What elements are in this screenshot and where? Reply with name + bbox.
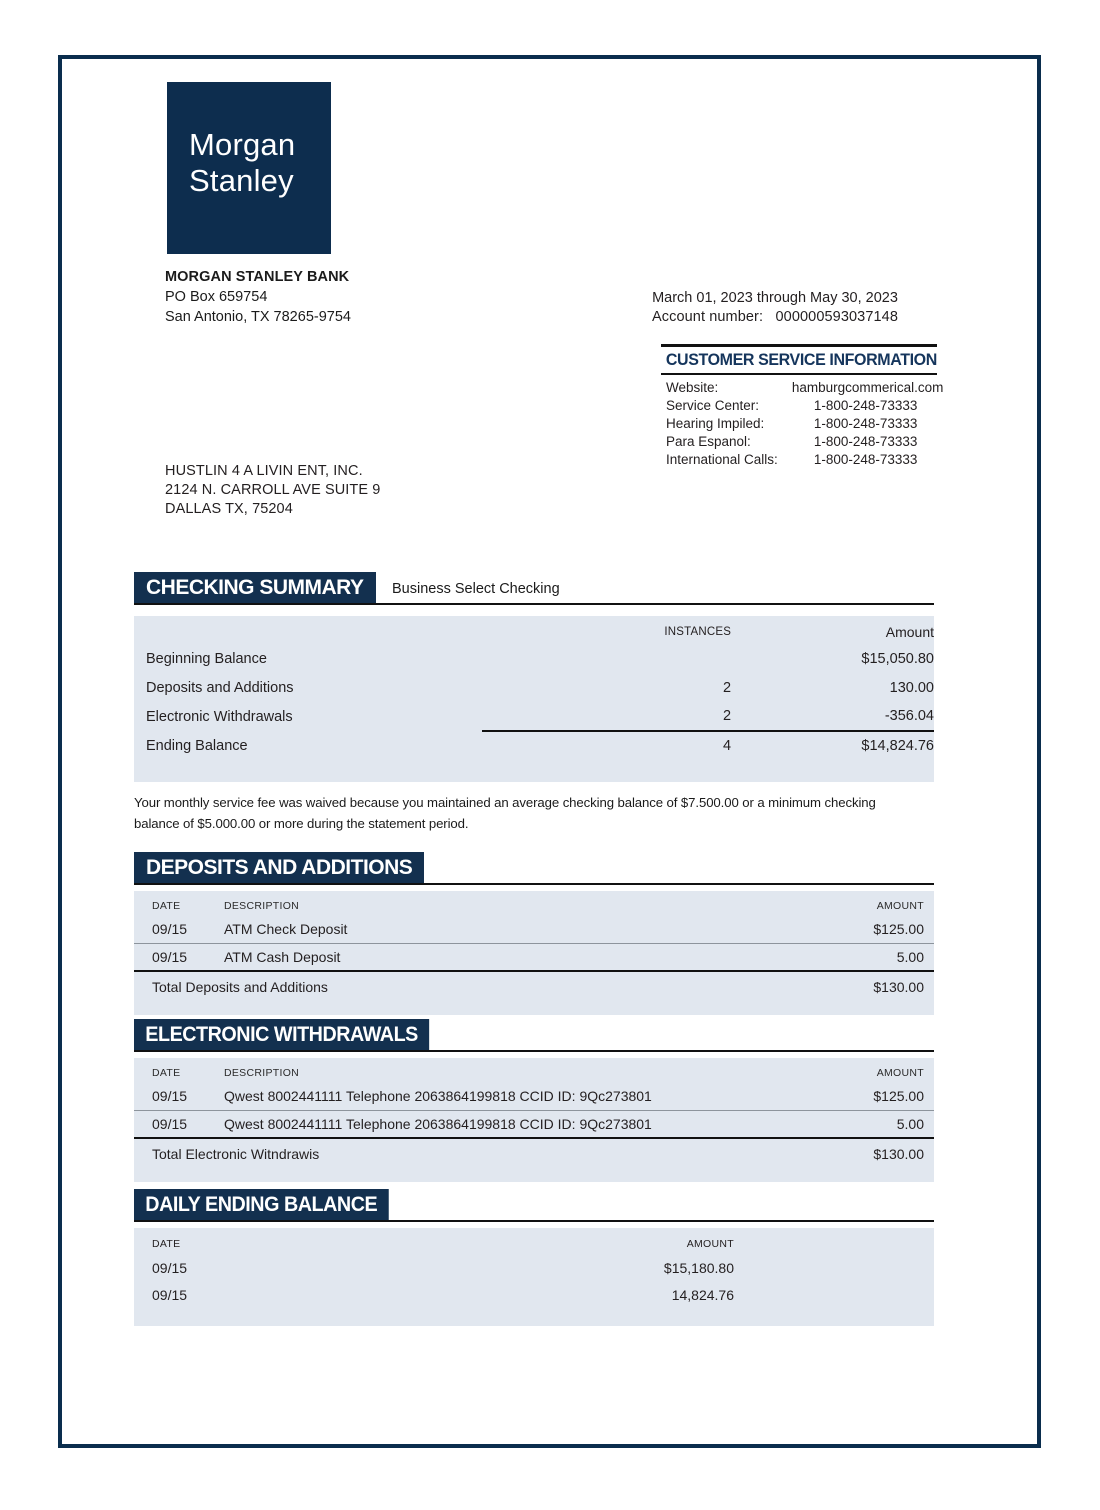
cs-rule-mid bbox=[661, 373, 937, 375]
deposit-description-2: ATM Cash Deposit bbox=[224, 943, 794, 971]
checking-summary-header bbox=[134, 572, 934, 604]
deposits-col-date: DATE bbox=[152, 900, 181, 912]
customer-service-title: CUSTOMER SERVICE INFORMATION bbox=[665, 351, 937, 369]
bank-po-box: PO Box 659754 bbox=[165, 289, 268, 305]
deposits-section bbox=[134, 852, 934, 1015]
cs-row-hearing-impaired bbox=[661, 414, 943, 432]
cs-row-website bbox=[661, 378, 943, 396]
recipient-name: HUSTLIN 4 A LIVIN ENT, INC. bbox=[165, 463, 363, 479]
summary-label-ending-balance: Ending Balance bbox=[146, 737, 248, 754]
daily-ending-balance-title: DAILY ENDING BALANCE bbox=[134, 1189, 388, 1221]
summary-instances-withdrawals: 2 bbox=[482, 702, 731, 731]
summary-amount-beginning-balance: $15,050.80 bbox=[861, 650, 934, 667]
cs-label-international: International Calls: bbox=[666, 451, 778, 467]
withdrawals-total-label: Total Electronic Witndrawis bbox=[152, 1145, 320, 1162]
withdrawals-col-date: DATE bbox=[152, 1067, 181, 1079]
deposit-description-1: ATM Check Deposit bbox=[224, 915, 794, 943]
cs-label-website: Website: bbox=[666, 379, 719, 395]
bank-address-block bbox=[165, 267, 351, 327]
deb-amount-1: $15,180.80 bbox=[663, 1259, 734, 1276]
summary-label-deposits: Deposits and Additions bbox=[146, 679, 294, 696]
account-number-value: 000000593037148 bbox=[775, 309, 898, 325]
logo-line-1: Morgan bbox=[189, 127, 296, 162]
withdrawals-table bbox=[134, 1058, 934, 1182]
deposits-title: DEPOSITS AND ADDITIONS bbox=[134, 852, 424, 884]
logo-line-2: Stanley bbox=[189, 163, 294, 198]
daily-ending-balance-section bbox=[134, 1189, 934, 1326]
cs-label-hearing-impaired: Hearing Impiled: bbox=[666, 415, 765, 431]
cs-value-para-espanol: 1-800-248-73333 bbox=[813, 433, 918, 449]
withdrawals-header-row bbox=[134, 1058, 934, 1082]
table-row bbox=[134, 1110, 934, 1138]
table-row bbox=[134, 943, 934, 971]
customer-service-table bbox=[661, 378, 943, 468]
customer-service-box bbox=[661, 344, 944, 468]
service-fee-note: Your monthly service fee was waived because you maintained an average checking balance of $7.500.00 or a minimum checking balance of $5.000.00 or more during the statement period. bbox=[134, 795, 876, 831]
recipient-address-block bbox=[165, 462, 380, 519]
checking-summary-section bbox=[134, 572, 934, 782]
withdrawal-amount-2: 5.00 bbox=[794, 1110, 934, 1138]
withdrawal-amount-1: $125.00 bbox=[794, 1082, 934, 1110]
deposits-header-row bbox=[134, 891, 934, 915]
withdrawal-date-2: 09/15 bbox=[134, 1110, 224, 1138]
checking-summary-table bbox=[134, 616, 934, 782]
daily-ending-balance-table bbox=[134, 1228, 934, 1326]
deposits-header bbox=[134, 852, 934, 884]
withdrawals-total-amount: $130.00 bbox=[873, 1145, 924, 1162]
table-row bbox=[134, 1281, 934, 1308]
deposits-total-amount: $130.00 bbox=[873, 978, 924, 995]
summary-instances-deposits: 2 bbox=[723, 679, 732, 696]
cs-row-service-center bbox=[661, 396, 943, 414]
recipient-city-state-zip: DALLAS TX, 75204 bbox=[165, 501, 293, 517]
deposits-col-amount: AMOUNT bbox=[876, 900, 924, 912]
withdrawals-title: ELECTRONIC WITHDRAWALS bbox=[134, 1019, 429, 1051]
summary-row-beginning-balance bbox=[134, 644, 934, 673]
withdrawals-table-tail bbox=[134, 1168, 934, 1182]
summary-header-amount: Amount bbox=[885, 624, 934, 640]
withdrawals-underline bbox=[134, 1050, 934, 1052]
table-row bbox=[134, 1254, 934, 1281]
deb-header-row bbox=[134, 1228, 934, 1254]
cs-label-service-center: Service Center: bbox=[666, 397, 760, 413]
deposit-amount-1: $125.00 bbox=[794, 915, 934, 943]
statement-period: March 01, 2023 through May 30, 2023 bbox=[652, 290, 898, 306]
deposits-total-row bbox=[134, 971, 934, 1001]
cs-row-international bbox=[661, 450, 943, 468]
deb-col-amount: AMOUNT bbox=[686, 1238, 734, 1250]
checking-summary-subtitle: Business Select Checking bbox=[392, 581, 560, 597]
daily-ending-balance-header bbox=[134, 1189, 934, 1221]
summary-label-beginning-balance: Beginning Balance bbox=[146, 650, 267, 667]
deb-col-date: DATE bbox=[152, 1238, 181, 1250]
deposits-underline bbox=[134, 883, 934, 885]
deposits-total-label: Total Deposits and Additions bbox=[152, 978, 328, 995]
cs-value-service-center: 1-800-248-73333 bbox=[813, 397, 918, 413]
account-number-label: Account number: bbox=[652, 309, 764, 325]
summary-pad-bottom bbox=[134, 760, 934, 782]
withdrawal-description-1: Qwest 8002441111 Telephone 2063864199818 CCID ID: 9Qc273801 bbox=[224, 1082, 794, 1110]
statement-period-block bbox=[610, 289, 940, 327]
withdrawals-section bbox=[134, 1019, 934, 1182]
table-row bbox=[134, 1082, 934, 1110]
deposits-table-tail bbox=[134, 1001, 934, 1015]
statement-page-frame bbox=[58, 55, 1041, 1448]
cs-value-website[interactable]: hamburgcommerical.com bbox=[791, 379, 944, 395]
summary-row-deposits bbox=[134, 673, 934, 702]
deposits-col-description: DESCRIPTION bbox=[224, 900, 300, 912]
recipient-street: 2124 N. CARROLL AVE SUITE 9 bbox=[165, 482, 381, 498]
cs-value-hearing-impaired: 1-800-248-73333 bbox=[813, 415, 918, 431]
deb-amount-2: 14,824.76 bbox=[671, 1286, 734, 1303]
cs-label-para-espanol: Para Espanol: bbox=[666, 433, 751, 449]
summary-amount-deposits: 130.00 bbox=[889, 679, 934, 696]
summary-row-withdrawals bbox=[134, 702, 934, 731]
withdrawals-col-amount: AMOUNT bbox=[876, 1067, 924, 1079]
cs-value-international: 1-800-248-73333 bbox=[813, 451, 918, 467]
checking-summary-title: CHECKING SUMMARY bbox=[134, 572, 376, 604]
daily-ending-balance-underline bbox=[134, 1220, 934, 1222]
bank-city-state-zip: San Antonio, TX 78265-9754 bbox=[165, 309, 351, 325]
summary-instances-ending-balance: 4 bbox=[723, 738, 732, 754]
summary-row-ending-balance bbox=[134, 731, 934, 760]
summary-pad-top bbox=[134, 616, 934, 624]
summary-header-instances: INSTANCES bbox=[664, 626, 732, 638]
summary-amount-ending-balance: $14,824.76 bbox=[861, 738, 934, 754]
deposit-amount-2: 5.00 bbox=[794, 943, 934, 971]
deposits-table bbox=[134, 891, 934, 1015]
summary-label-withdrawals: Electronic Withdrawals bbox=[146, 708, 293, 725]
withdrawals-col-description: DESCRIPTION bbox=[224, 1067, 300, 1079]
account-number-line bbox=[610, 308, 940, 327]
withdrawal-description-2: Qwest 8002441111 Telephone 2063864199818 CCID ID: 9Qc273801 bbox=[224, 1110, 794, 1138]
statement-page bbox=[62, 59, 1037, 1444]
table-row bbox=[134, 915, 934, 943]
deb-date-1: 09/15 bbox=[152, 1259, 188, 1276]
deposit-date-1: 09/15 bbox=[134, 915, 224, 943]
summary-instances-beginning-balance bbox=[482, 644, 731, 673]
cs-row-para-espanol bbox=[661, 432, 943, 450]
logo-text bbox=[189, 127, 295, 199]
checking-summary-underline bbox=[134, 603, 934, 605]
summary-header-row bbox=[134, 624, 934, 644]
withdrawals-header bbox=[134, 1019, 934, 1051]
deposit-date-2: 09/15 bbox=[134, 943, 224, 971]
morgan-stanley-logo bbox=[167, 82, 331, 254]
deb-table-tail bbox=[134, 1308, 934, 1326]
summary-amount-withdrawals: -356.04 bbox=[731, 702, 934, 731]
deb-date-2: 09/15 bbox=[152, 1286, 188, 1303]
bank-name: MORGAN STANLEY BANK bbox=[165, 269, 350, 285]
summary-header-blank bbox=[134, 624, 482, 644]
withdrawal-date-1: 09/15 bbox=[134, 1082, 224, 1110]
withdrawals-total-row bbox=[134, 1138, 934, 1168]
